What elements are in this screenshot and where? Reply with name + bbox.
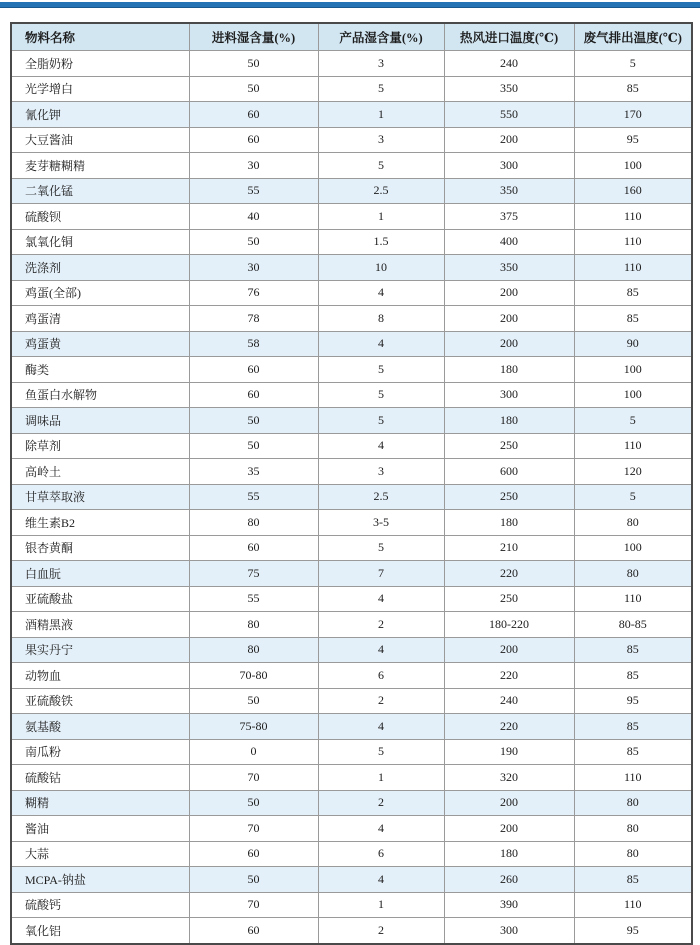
inlet-cell: 200 <box>444 637 574 663</box>
product-cell: 4 <box>318 280 444 306</box>
product-cell: 5 <box>318 382 444 408</box>
table-row <box>11 663 692 689</box>
product-cell: 2 <box>318 612 444 638</box>
product-cell: 3 <box>318 127 444 153</box>
product-cell: 7 <box>318 561 444 587</box>
inlet-cell: 350 <box>444 76 574 102</box>
product-cell: 4 <box>318 867 444 893</box>
product-cell: 4 <box>318 586 444 612</box>
inlet-cell: 375 <box>444 204 574 230</box>
feed-cell: 50 <box>189 867 318 893</box>
table-row <box>11 790 692 816</box>
exhaust-cell: 85 <box>574 867 692 893</box>
column-header-product-moisture: 产品湿含量(%) <box>318 23 444 51</box>
table-header <box>11 23 692 51</box>
header-row <box>11 23 692 51</box>
table-row <box>11 331 692 357</box>
product-cell: 5 <box>318 153 444 179</box>
inlet-cell: 190 <box>444 739 574 765</box>
exhaust-cell: 85 <box>574 280 692 306</box>
product-cell: 3 <box>318 51 444 77</box>
table-row <box>11 408 692 434</box>
product-cell: 10 <box>318 255 444 281</box>
exhaust-cell: 120 <box>574 459 692 485</box>
feed-cell: 55 <box>189 178 318 204</box>
material-name-cell: 氨基酸 <box>11 714 189 740</box>
exhaust-cell: 85 <box>574 663 692 689</box>
feed-cell: 50 <box>189 688 318 714</box>
product-cell: 5 <box>318 408 444 434</box>
inlet-cell: 350 <box>444 255 574 281</box>
feed-cell: 60 <box>189 127 318 153</box>
column-header-inlet-temperature: 热风进口温度(℃) <box>444 23 574 51</box>
feed-cell: 58 <box>189 331 318 357</box>
inlet-cell: 220 <box>444 663 574 689</box>
product-cell: 1 <box>318 892 444 918</box>
inlet-cell: 400 <box>444 229 574 255</box>
product-cell: 2 <box>318 790 444 816</box>
feed-cell: 40 <box>189 204 318 230</box>
material-name-cell: 鸡蛋(全部) <box>11 280 189 306</box>
product-cell: 2 <box>318 688 444 714</box>
material-name-cell: 二氧化锰 <box>11 178 189 204</box>
product-cell: 5 <box>318 357 444 383</box>
feed-cell: 70 <box>189 892 318 918</box>
material-name-cell: 鸡蛋清 <box>11 306 189 332</box>
inlet-cell: 600 <box>444 459 574 485</box>
table-row <box>11 178 692 204</box>
material-name-cell: 白血朊 <box>11 561 189 587</box>
exhaust-cell: 85 <box>574 739 692 765</box>
material-name-cell: 除草剂 <box>11 433 189 459</box>
product-cell: 5 <box>318 76 444 102</box>
column-header-material-name: 物料名称 <box>11 23 189 51</box>
product-cell: 4 <box>318 714 444 740</box>
product-cell: 4 <box>318 331 444 357</box>
exhaust-cell: 5 <box>574 408 692 434</box>
material-name-cell: 甘草萃取液 <box>11 484 189 510</box>
material-name-cell: 维生素B2 <box>11 510 189 536</box>
top-accent-bar <box>0 2 700 8</box>
product-cell: 5 <box>318 739 444 765</box>
exhaust-cell: 85 <box>574 76 692 102</box>
material-name-cell: 动物血 <box>11 663 189 689</box>
feed-cell: 60 <box>189 382 318 408</box>
exhaust-cell: 85 <box>574 637 692 663</box>
inlet-cell: 250 <box>444 586 574 612</box>
material-name-cell: 银杏黄酮 <box>11 535 189 561</box>
feed-cell: 70 <box>189 816 318 842</box>
inlet-cell: 240 <box>444 688 574 714</box>
table-row <box>11 229 692 255</box>
exhaust-cell: 95 <box>574 127 692 153</box>
inlet-cell: 200 <box>444 280 574 306</box>
material-name-cell: 南瓜粉 <box>11 739 189 765</box>
feed-cell: 30 <box>189 255 318 281</box>
inlet-cell: 320 <box>444 765 574 791</box>
material-name-cell: 果实丹宁 <box>11 637 189 663</box>
feed-cell: 50 <box>189 790 318 816</box>
feed-cell: 80 <box>189 637 318 663</box>
feed-cell: 50 <box>189 51 318 77</box>
material-name-cell: 糊精 <box>11 790 189 816</box>
inlet-cell: 200 <box>444 331 574 357</box>
material-name-cell: 高岭土 <box>11 459 189 485</box>
material-name-cell: 光学增白 <box>11 76 189 102</box>
feed-cell: 75-80 <box>189 714 318 740</box>
product-cell: 4 <box>318 816 444 842</box>
feed-cell: 60 <box>189 357 318 383</box>
material-name-cell: 鸡蛋黄 <box>11 331 189 357</box>
feed-cell: 60 <box>189 535 318 561</box>
inlet-cell: 250 <box>444 484 574 510</box>
feed-cell: 50 <box>189 433 318 459</box>
material-name-cell: 硫酸钡 <box>11 204 189 230</box>
material-name-cell: 酒精黑液 <box>11 612 189 638</box>
feed-cell: 80 <box>189 510 318 536</box>
feed-cell: 50 <box>189 229 318 255</box>
inlet-cell: 350 <box>444 178 574 204</box>
inlet-cell: 200 <box>444 790 574 816</box>
feed-cell: 70-80 <box>189 663 318 689</box>
exhaust-cell: 110 <box>574 586 692 612</box>
product-cell: 4 <box>318 637 444 663</box>
inlet-cell: 180 <box>444 357 574 383</box>
product-cell: 1 <box>318 204 444 230</box>
column-header-feed-moisture: 进料湿含量(%) <box>189 23 318 51</box>
table-row <box>11 561 692 587</box>
feed-cell: 50 <box>189 76 318 102</box>
product-cell: 4 <box>318 433 444 459</box>
inlet-cell: 390 <box>444 892 574 918</box>
material-name-cell: 全脂奶粉 <box>11 51 189 77</box>
material-name-cell: 氯氧化铜 <box>11 229 189 255</box>
inlet-cell: 220 <box>444 714 574 740</box>
inlet-cell: 200 <box>444 816 574 842</box>
inlet-cell: 300 <box>444 153 574 179</box>
product-cell: 6 <box>318 663 444 689</box>
material-name-cell: 亚硫酸铁 <box>11 688 189 714</box>
feed-cell: 60 <box>189 102 318 128</box>
product-cell: 6 <box>318 841 444 867</box>
inlet-cell: 200 <box>444 127 574 153</box>
feed-cell: 70 <box>189 765 318 791</box>
exhaust-cell: 80 <box>574 561 692 587</box>
exhaust-cell: 90 <box>574 331 692 357</box>
table-row <box>11 510 692 536</box>
table-row <box>11 535 692 561</box>
table-row <box>11 637 692 663</box>
exhaust-cell: 85 <box>574 306 692 332</box>
table-row <box>11 612 692 638</box>
feed-cell: 35 <box>189 459 318 485</box>
table-row <box>11 586 692 612</box>
exhaust-cell: 95 <box>574 918 692 944</box>
table-row <box>11 204 692 230</box>
feed-cell: 55 <box>189 484 318 510</box>
feed-cell: 80 <box>189 612 318 638</box>
material-name-cell: 酱油 <box>11 816 189 842</box>
exhaust-cell: 110 <box>574 229 692 255</box>
exhaust-cell: 80 <box>574 816 692 842</box>
material-name-cell: 亚硫酸盐 <box>11 586 189 612</box>
material-name-cell: 硫酸钙 <box>11 892 189 918</box>
exhaust-cell: 85 <box>574 714 692 740</box>
exhaust-cell: 80 <box>574 790 692 816</box>
table-row <box>11 127 692 153</box>
product-cell: 5 <box>318 535 444 561</box>
feed-cell: 60 <box>189 841 318 867</box>
material-name-cell: 调味品 <box>11 408 189 434</box>
product-cell: 1 <box>318 765 444 791</box>
material-name-cell: MCPA-钠盐 <box>11 867 189 893</box>
feed-cell: 76 <box>189 280 318 306</box>
inlet-cell: 180 <box>444 408 574 434</box>
table-row <box>11 892 692 918</box>
table-row <box>11 841 692 867</box>
material-name-cell: 氧化铝 <box>11 918 189 944</box>
exhaust-cell: 100 <box>574 535 692 561</box>
inlet-cell: 180 <box>444 841 574 867</box>
table-row <box>11 280 692 306</box>
table-row <box>11 765 692 791</box>
inlet-cell: 210 <box>444 535 574 561</box>
exhaust-cell: 160 <box>574 178 692 204</box>
exhaust-cell: 80 <box>574 510 692 536</box>
table-row <box>11 918 692 944</box>
feed-cell: 0 <box>189 739 318 765</box>
table-row <box>11 816 692 842</box>
material-name-cell: 氰化钾 <box>11 102 189 128</box>
inlet-cell: 260 <box>444 867 574 893</box>
table-row <box>11 867 692 893</box>
material-name-cell: 酶类 <box>11 357 189 383</box>
exhaust-cell: 5 <box>574 51 692 77</box>
table-row <box>11 51 692 77</box>
material-name-cell: 硫酸钴 <box>11 765 189 791</box>
product-cell: 8 <box>318 306 444 332</box>
table-row <box>11 357 692 383</box>
material-parameters-table <box>10 22 693 945</box>
exhaust-cell: 100 <box>574 382 692 408</box>
inlet-cell: 300 <box>444 382 574 408</box>
product-cell: 1.5 <box>318 229 444 255</box>
material-name-cell: 大蒜 <box>11 841 189 867</box>
product-cell: 2 <box>318 918 444 944</box>
feed-cell: 78 <box>189 306 318 332</box>
material-name-cell: 大豆酱油 <box>11 127 189 153</box>
feed-cell: 75 <box>189 561 318 587</box>
inlet-cell: 200 <box>444 306 574 332</box>
table-row <box>11 306 692 332</box>
table-row <box>11 688 692 714</box>
exhaust-cell: 80-85 <box>574 612 692 638</box>
feed-cell: 50 <box>189 408 318 434</box>
exhaust-cell: 110 <box>574 255 692 281</box>
exhaust-cell: 100 <box>574 357 692 383</box>
exhaust-cell: 100 <box>574 153 692 179</box>
inlet-cell: 240 <box>444 51 574 77</box>
product-cell: 2.5 <box>318 484 444 510</box>
product-cell: 1 <box>318 102 444 128</box>
material-name-cell: 鱼蛋白水解物 <box>11 382 189 408</box>
table-body <box>11 51 692 944</box>
exhaust-cell: 80 <box>574 841 692 867</box>
table-row <box>11 714 692 740</box>
feed-cell: 55 <box>189 586 318 612</box>
inlet-cell: 180 <box>444 510 574 536</box>
table-row <box>11 102 692 128</box>
inlet-cell: 220 <box>444 561 574 587</box>
table-row <box>11 382 692 408</box>
product-cell: 3 <box>318 459 444 485</box>
feed-cell: 30 <box>189 153 318 179</box>
table-row <box>11 433 692 459</box>
table-row <box>11 459 692 485</box>
exhaust-cell: 110 <box>574 765 692 791</box>
exhaust-cell: 95 <box>574 688 692 714</box>
table-row <box>11 255 692 281</box>
product-cell: 3-5 <box>318 510 444 536</box>
exhaust-cell: 110 <box>574 433 692 459</box>
column-header-exhaust-temperature: 废气排出温度(℃) <box>574 23 692 51</box>
inlet-cell: 300 <box>444 918 574 944</box>
table-row <box>11 484 692 510</box>
table-row <box>11 76 692 102</box>
exhaust-cell: 110 <box>574 204 692 230</box>
exhaust-cell: 5 <box>574 484 692 510</box>
material-name-cell: 洗涤剂 <box>11 255 189 281</box>
table-row <box>11 153 692 179</box>
inlet-cell: 180-220 <box>444 612 574 638</box>
product-cell: 2.5 <box>318 178 444 204</box>
inlet-cell: 550 <box>444 102 574 128</box>
feed-cell: 60 <box>189 918 318 944</box>
exhaust-cell: 170 <box>574 102 692 128</box>
table-row <box>11 739 692 765</box>
inlet-cell: 250 <box>444 433 574 459</box>
material-name-cell: 麦芽糖糊精 <box>11 153 189 179</box>
exhaust-cell: 110 <box>574 892 692 918</box>
